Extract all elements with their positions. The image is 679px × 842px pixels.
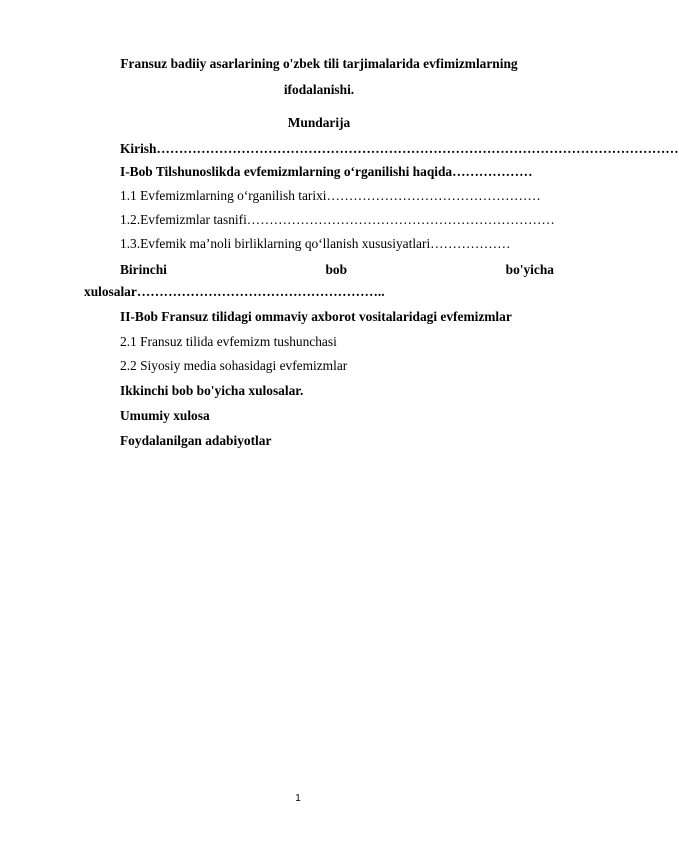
toc-entry-general-conclusion: Umumiy xulosa (120, 408, 210, 423)
toc-entry-section-2-1: 2.1 Fransuz tilida evfemizm tushunchasi (120, 334, 337, 349)
toc-entry-references: Foydalanilgan adabiyotlar (120, 433, 272, 448)
page-number: 1 (295, 793, 301, 804)
conclusion-word-2: bob (325, 262, 348, 277)
toc-entry-section-1-3: 1.3.Evfemik ma’noli birliklarning qo‘llanish xususiyatlari……………… (120, 236, 511, 251)
toc-entry-chapter-1-conclusion-continued: xulosalar……………………………………………….. (84, 284, 385, 299)
toc-entry-chapter-1-conclusion (120, 262, 554, 278)
toc-entry-section-2-2: 2.2 Siyosiy media sohasidagi evfemizmlar (120, 358, 348, 373)
conclusion-word-3: bo'yicha (505, 262, 554, 277)
toc-entry-chapter-1: I-Bob Tilshunoslikda evfemizmlarning o‘rganilishi haqida……………… (120, 164, 533, 179)
toc-entry-chapter-2: II-Bob Fransuz tilidagi ommaviy axborot vositalaridagi evfemizmlar (120, 309, 512, 324)
toc-entry-section-1-2: 1.2.Evfemizmlar tasnifi…………………………………………………………… (120, 212, 555, 227)
toc-entry-section-1-1: 1.1 Evfemizmlarning o‘rganilish tarixi………………………………………… (120, 188, 541, 203)
toc-entry-chapter-2-conclusion: Ikkinchi bob bo'yicha xulosalar. (120, 383, 304, 398)
document-title-line-2: ifodalanishi. (283, 82, 355, 97)
toc-entry-kirish: Kirish……………………………………………………………………………………………………… (120, 141, 679, 156)
document-title-line-1: Fransuz badiiy asarlarining o'zbek tili tarjimalarida evfimizmlarning (120, 56, 518, 71)
conclusion-word-1: Birinchi (120, 262, 167, 277)
toc-heading: Mundarija (287, 115, 351, 130)
